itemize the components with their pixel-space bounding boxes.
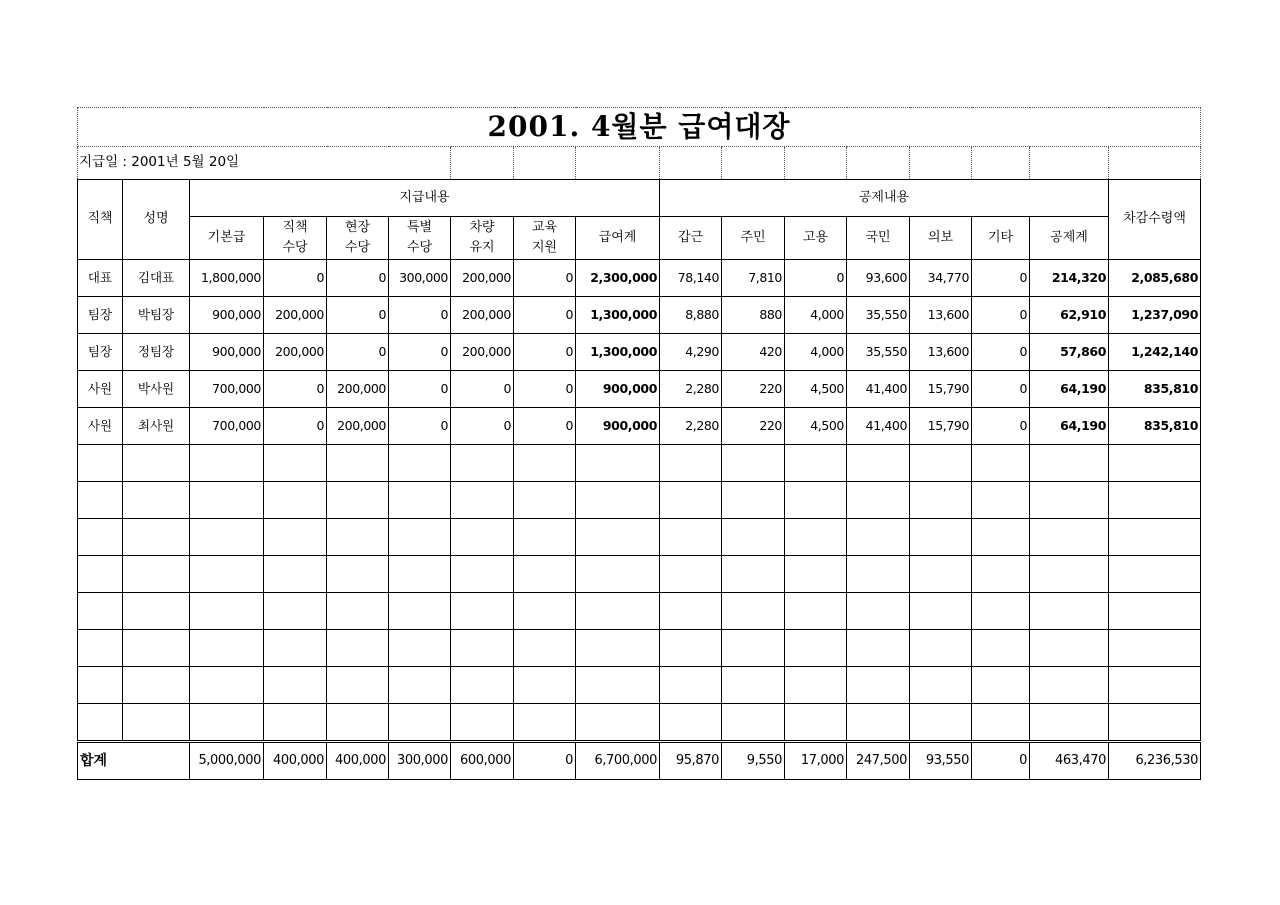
empty-cell bbox=[389, 593, 451, 630]
empty-cell bbox=[190, 704, 264, 742]
header-resident-tax: 주민 bbox=[722, 217, 785, 260]
empty-cell bbox=[910, 704, 972, 742]
cell-other: 0 bbox=[972, 408, 1030, 445]
cell-health: 34,770 bbox=[910, 260, 972, 297]
empty-cell bbox=[722, 704, 785, 742]
empty-cell bbox=[389, 556, 451, 593]
empty-cell bbox=[190, 519, 264, 556]
cell-net: 2,085,680 bbox=[1109, 260, 1201, 297]
cell-resident-tax: 220 bbox=[722, 408, 785, 445]
cell-deduction: 64,190 bbox=[1030, 371, 1109, 408]
header-special-allowance bbox=[389, 217, 451, 260]
empty-cell bbox=[451, 630, 514, 667]
cell-net: 1,237,090 bbox=[1109, 297, 1201, 334]
empty-cell bbox=[389, 704, 451, 742]
empty-cell bbox=[722, 630, 785, 667]
empty-cell bbox=[1030, 445, 1109, 482]
empty-cell bbox=[451, 667, 514, 704]
cell-pos-allow: 0 bbox=[264, 260, 327, 297]
cell-income-tax: 2,280 bbox=[660, 371, 722, 408]
cell-name: 박팀장 bbox=[123, 297, 190, 334]
cell-vehicle: 0 bbox=[451, 371, 514, 408]
cell-position: 팀장 bbox=[78, 297, 123, 334]
cell-income-tax: 78,140 bbox=[660, 260, 722, 297]
cell-vehicle: 200,000 bbox=[451, 260, 514, 297]
empty-cell bbox=[514, 445, 576, 482]
cell-income-tax: 2,280 bbox=[660, 408, 722, 445]
empty-cell bbox=[1030, 556, 1109, 593]
cell-edu: 0 bbox=[514, 297, 576, 334]
empty-cell bbox=[451, 519, 514, 556]
empty-cell bbox=[327, 556, 389, 593]
empty-cell bbox=[190, 667, 264, 704]
empty-cell bbox=[514, 593, 576, 630]
empty-cell bbox=[327, 593, 389, 630]
header-deduction-group: 공제내용 bbox=[660, 180, 1109, 217]
cell-health: 13,600 bbox=[910, 334, 972, 371]
empty-cell bbox=[1030, 704, 1109, 742]
cell-name: 김대표 bbox=[123, 260, 190, 297]
cell-employment: 4,000 bbox=[785, 297, 847, 334]
empty-cell bbox=[451, 556, 514, 593]
empty-cell bbox=[785, 667, 847, 704]
cell-other: 0 bbox=[972, 371, 1030, 408]
cell-other: 0 bbox=[972, 334, 1030, 371]
empty-cell bbox=[660, 147, 722, 180]
table-row bbox=[78, 408, 1201, 445]
total-pos-allow: 400,000 bbox=[264, 742, 327, 780]
cell-health: 13,600 bbox=[910, 297, 972, 334]
header-health-ins: 의보 bbox=[910, 217, 972, 260]
header-net: 차감수령액 bbox=[1109, 180, 1201, 260]
cell-name: 박사원 bbox=[123, 371, 190, 408]
cell-field-allow: 200,000 bbox=[327, 371, 389, 408]
cell-pos-allow: 200,000 bbox=[264, 297, 327, 334]
header-line: 유지 bbox=[469, 240, 495, 255]
header-field-allowance bbox=[327, 217, 389, 260]
empty-cell bbox=[451, 704, 514, 742]
empty-cell bbox=[972, 556, 1030, 593]
header-payment-group: 지급내용 bbox=[190, 180, 660, 217]
empty-cell bbox=[910, 147, 972, 180]
empty-cell bbox=[847, 704, 910, 742]
header-row-2 bbox=[78, 217, 1201, 260]
empty-cell bbox=[1109, 445, 1201, 482]
empty-cell bbox=[722, 667, 785, 704]
empty-cell bbox=[1109, 482, 1201, 519]
empty-cell bbox=[190, 445, 264, 482]
cell-other: 0 bbox=[972, 297, 1030, 334]
empty-cell bbox=[660, 519, 722, 556]
empty-cell bbox=[847, 556, 910, 593]
table-row bbox=[78, 334, 1201, 371]
cell-base: 900,000 bbox=[190, 334, 264, 371]
empty-cell bbox=[660, 630, 722, 667]
empty-cell bbox=[389, 630, 451, 667]
cell-name: 최사원 bbox=[123, 408, 190, 445]
empty-cell bbox=[847, 519, 910, 556]
empty-cell bbox=[190, 630, 264, 667]
empty-cell bbox=[576, 593, 660, 630]
total-vehicle: 600,000 bbox=[451, 742, 514, 780]
empty-cell bbox=[190, 593, 264, 630]
total-base: 5,000,000 bbox=[190, 742, 264, 780]
cell-pension: 35,550 bbox=[847, 334, 910, 371]
header-line: 수당 bbox=[282, 240, 308, 255]
empty-cell bbox=[576, 704, 660, 742]
blank-row bbox=[78, 667, 1201, 704]
empty-cell bbox=[910, 519, 972, 556]
pay-date-row bbox=[78, 147, 1201, 180]
cell-resident-tax: 220 bbox=[722, 371, 785, 408]
empty-cell bbox=[327, 445, 389, 482]
empty-cell bbox=[451, 445, 514, 482]
cell-pos-allow: 200,000 bbox=[264, 334, 327, 371]
cell-employment: 4,500 bbox=[785, 371, 847, 408]
empty-cell bbox=[264, 445, 327, 482]
empty-cell bbox=[190, 556, 264, 593]
cell-health: 15,790 bbox=[910, 371, 972, 408]
cell-field-allow: 0 bbox=[327, 297, 389, 334]
empty-cell bbox=[910, 445, 972, 482]
empty-cell bbox=[123, 482, 190, 519]
cell-deduction: 214,320 bbox=[1030, 260, 1109, 297]
empty-cell bbox=[190, 482, 264, 519]
cell-base: 700,000 bbox=[190, 408, 264, 445]
empty-cell bbox=[1030, 147, 1109, 180]
cell-employment: 0 bbox=[785, 260, 847, 297]
empty-cell bbox=[972, 445, 1030, 482]
cell-base: 1,800,000 bbox=[190, 260, 264, 297]
cell-position: 대표 bbox=[78, 260, 123, 297]
empty-cell bbox=[576, 519, 660, 556]
cell-position: 사원 bbox=[78, 371, 123, 408]
empty-cell bbox=[514, 704, 576, 742]
empty-cell bbox=[451, 482, 514, 519]
cell-pension: 41,400 bbox=[847, 408, 910, 445]
empty-cell bbox=[576, 147, 660, 180]
empty-cell bbox=[972, 519, 1030, 556]
empty-cell bbox=[910, 630, 972, 667]
empty-cell bbox=[123, 630, 190, 667]
empty-cell bbox=[389, 482, 451, 519]
empty-cell bbox=[327, 704, 389, 742]
cell-gross: 1,300,000 bbox=[576, 297, 660, 334]
blank-row bbox=[78, 630, 1201, 667]
empty-cell bbox=[327, 667, 389, 704]
empty-cell bbox=[910, 556, 972, 593]
cell-field-allow: 200,000 bbox=[327, 408, 389, 445]
empty-cell bbox=[847, 482, 910, 519]
header-other: 기타 bbox=[972, 217, 1030, 260]
header-base-pay: 기본급 bbox=[190, 217, 264, 260]
total-other: 0 bbox=[972, 742, 1030, 780]
empty-cell bbox=[78, 556, 123, 593]
empty-cell bbox=[847, 630, 910, 667]
cell-net: 835,810 bbox=[1109, 371, 1201, 408]
empty-cell bbox=[576, 482, 660, 519]
blank-row bbox=[78, 593, 1201, 630]
empty-cell bbox=[1109, 593, 1201, 630]
empty-cell bbox=[660, 556, 722, 593]
cell-edu: 0 bbox=[514, 334, 576, 371]
empty-cell bbox=[722, 147, 785, 180]
header-line: 지원 bbox=[531, 240, 558, 255]
cell-pos-allow: 0 bbox=[264, 371, 327, 408]
empty-cell bbox=[123, 593, 190, 630]
total-special: 300,000 bbox=[389, 742, 451, 780]
cell-health: 15,790 bbox=[910, 408, 972, 445]
header-vehicle-allowance bbox=[451, 217, 514, 260]
empty-cell bbox=[972, 704, 1030, 742]
empty-cell bbox=[78, 519, 123, 556]
empty-cell bbox=[785, 593, 847, 630]
header-line: 수당 bbox=[406, 240, 433, 255]
blank-row bbox=[78, 519, 1201, 556]
empty-cell bbox=[1030, 667, 1109, 704]
cell-edu: 0 bbox=[514, 408, 576, 445]
header-national-pension: 국민 bbox=[847, 217, 910, 260]
empty-cell bbox=[660, 445, 722, 482]
empty-cell bbox=[1030, 630, 1109, 667]
empty-cell bbox=[1030, 519, 1109, 556]
cell-special: 0 bbox=[389, 371, 451, 408]
empty-cell bbox=[785, 556, 847, 593]
header-income-tax: 갑근 bbox=[660, 217, 722, 260]
empty-cell bbox=[389, 667, 451, 704]
cell-deduction: 62,910 bbox=[1030, 297, 1109, 334]
empty-cell bbox=[1109, 556, 1201, 593]
cell-vehicle: 0 bbox=[451, 408, 514, 445]
empty-cell bbox=[327, 519, 389, 556]
empty-cell bbox=[264, 519, 327, 556]
table-row bbox=[78, 371, 1201, 408]
header-line: 특별 bbox=[406, 219, 433, 235]
cell-employment: 4,500 bbox=[785, 408, 847, 445]
empty-cell bbox=[78, 667, 123, 704]
total-pension: 247,500 bbox=[847, 742, 910, 780]
empty-cell bbox=[123, 519, 190, 556]
empty-cell bbox=[1109, 667, 1201, 704]
empty-cell bbox=[722, 482, 785, 519]
empty-cell bbox=[847, 147, 910, 180]
payroll-sheet bbox=[77, 107, 1201, 780]
empty-cell bbox=[847, 445, 910, 482]
header-line: 수당 bbox=[344, 240, 371, 255]
empty-cell bbox=[910, 667, 972, 704]
empty-cell bbox=[1109, 704, 1201, 742]
cell-special: 300,000 bbox=[389, 260, 451, 297]
cell-resident-tax: 880 bbox=[722, 297, 785, 334]
empty-cell bbox=[78, 630, 123, 667]
empty-cell bbox=[785, 147, 847, 180]
blank-row bbox=[78, 445, 1201, 482]
empty-cell bbox=[514, 147, 576, 180]
empty-cell bbox=[576, 667, 660, 704]
empty-cell bbox=[514, 630, 576, 667]
empty-cell bbox=[78, 593, 123, 630]
total-edu: 0 bbox=[514, 742, 576, 780]
empty-cell bbox=[785, 445, 847, 482]
empty-cell bbox=[389, 445, 451, 482]
empty-cell bbox=[514, 482, 576, 519]
cell-position: 팀장 bbox=[78, 334, 123, 371]
empty-cell bbox=[123, 556, 190, 593]
empty-cell bbox=[327, 482, 389, 519]
empty-cell bbox=[1109, 519, 1201, 556]
total-income-tax: 95,870 bbox=[660, 742, 722, 780]
cell-pension: 93,600 bbox=[847, 260, 910, 297]
empty-cell bbox=[123, 667, 190, 704]
blank-row bbox=[78, 704, 1201, 742]
empty-cell bbox=[785, 482, 847, 519]
total-employment: 17,000 bbox=[785, 742, 847, 780]
empty-cell bbox=[264, 482, 327, 519]
blank-row bbox=[78, 482, 1201, 519]
header-line: 직책 bbox=[282, 219, 308, 235]
empty-cell bbox=[1030, 593, 1109, 630]
cell-position: 사원 bbox=[78, 408, 123, 445]
cell-deduction: 64,190 bbox=[1030, 408, 1109, 445]
empty-cell bbox=[514, 556, 576, 593]
empty-cell bbox=[722, 556, 785, 593]
empty-cell bbox=[514, 667, 576, 704]
cell-deduction: 57,860 bbox=[1030, 334, 1109, 371]
empty-cell bbox=[264, 704, 327, 742]
cell-name: 정팀장 bbox=[123, 334, 190, 371]
header-line: 교육 bbox=[531, 219, 558, 235]
empty-cell bbox=[327, 630, 389, 667]
empty-cell bbox=[785, 630, 847, 667]
cell-field-allow: 0 bbox=[327, 260, 389, 297]
total-field-allow: 400,000 bbox=[327, 742, 389, 780]
cell-gross: 1,300,000 bbox=[576, 334, 660, 371]
total-gross: 6,700,000 bbox=[576, 742, 660, 780]
total-row bbox=[78, 742, 1201, 780]
cell-field-allow: 0 bbox=[327, 334, 389, 371]
table-row bbox=[78, 297, 1201, 334]
empty-cell bbox=[785, 704, 847, 742]
cell-special: 0 bbox=[389, 408, 451, 445]
empty-cell bbox=[264, 630, 327, 667]
empty-cell bbox=[972, 667, 1030, 704]
empty-cell bbox=[451, 147, 514, 180]
total-deduction: 463,470 bbox=[1030, 742, 1109, 780]
empty-cell bbox=[972, 482, 1030, 519]
cell-pension: 35,550 bbox=[847, 297, 910, 334]
empty-cell bbox=[785, 519, 847, 556]
empty-cell bbox=[389, 519, 451, 556]
empty-cell bbox=[576, 445, 660, 482]
empty-cell bbox=[847, 667, 910, 704]
empty-cell bbox=[264, 593, 327, 630]
cell-vehicle: 200,000 bbox=[451, 334, 514, 371]
cell-income-tax: 8,880 bbox=[660, 297, 722, 334]
empty-cell bbox=[660, 704, 722, 742]
empty-cell bbox=[123, 445, 190, 482]
empty-cell bbox=[1030, 482, 1109, 519]
cell-base: 700,000 bbox=[190, 371, 264, 408]
total-label: 합계 bbox=[78, 742, 190, 780]
empty-cell bbox=[660, 482, 722, 519]
cell-special: 0 bbox=[389, 297, 451, 334]
cell-vehicle: 200,000 bbox=[451, 297, 514, 334]
cell-edu: 0 bbox=[514, 371, 576, 408]
blank-row bbox=[78, 556, 1201, 593]
empty-cell bbox=[722, 593, 785, 630]
cell-resident-tax: 7,810 bbox=[722, 260, 785, 297]
cell-gross: 2,300,000 bbox=[576, 260, 660, 297]
cell-income-tax: 4,290 bbox=[660, 334, 722, 371]
cell-net: 835,810 bbox=[1109, 408, 1201, 445]
empty-cell bbox=[910, 593, 972, 630]
cell-employment: 4,000 bbox=[785, 334, 847, 371]
cell-net: 1,242,140 bbox=[1109, 334, 1201, 371]
empty-cell bbox=[972, 593, 1030, 630]
empty-cell bbox=[78, 445, 123, 482]
empty-cell bbox=[78, 704, 123, 742]
empty-cell bbox=[576, 556, 660, 593]
total-resident-tax: 9,550 bbox=[722, 742, 785, 780]
header-row-1 bbox=[78, 180, 1201, 217]
header-employment-ins: 고용 bbox=[785, 217, 847, 260]
empty-cell bbox=[722, 445, 785, 482]
total-health: 93,550 bbox=[910, 742, 972, 780]
header-position: 직책 bbox=[78, 180, 123, 260]
cell-base: 900,000 bbox=[190, 297, 264, 334]
empty-cell bbox=[1109, 147, 1201, 180]
empty-cell bbox=[123, 704, 190, 742]
cell-edu: 0 bbox=[514, 260, 576, 297]
cell-gross: 900,000 bbox=[576, 371, 660, 408]
empty-cell bbox=[451, 593, 514, 630]
cell-gross: 900,000 bbox=[576, 408, 660, 445]
empty-cell bbox=[722, 519, 785, 556]
empty-cell bbox=[576, 630, 660, 667]
header-education-support bbox=[514, 217, 576, 260]
header-line: 현장 bbox=[344, 219, 371, 235]
cell-pos-allow: 0 bbox=[264, 408, 327, 445]
empty-cell bbox=[660, 593, 722, 630]
empty-cell bbox=[1109, 630, 1201, 667]
empty-cell bbox=[847, 593, 910, 630]
sheet-title: 2001. 4월분 급여대장 bbox=[78, 108, 1201, 147]
empty-cell bbox=[264, 667, 327, 704]
header-position-allowance bbox=[264, 217, 327, 260]
header-line: 차량 bbox=[469, 219, 495, 235]
header-gross-total: 급여계 bbox=[576, 217, 660, 260]
cell-resident-tax: 420 bbox=[722, 334, 785, 371]
empty-cell bbox=[972, 630, 1030, 667]
empty-cell bbox=[264, 556, 327, 593]
cell-other: 0 bbox=[972, 260, 1030, 297]
pay-date: 지급일 : 2001년 5월 20일 bbox=[78, 147, 451, 180]
table-row bbox=[78, 260, 1201, 297]
cell-pension: 41,400 bbox=[847, 371, 910, 408]
empty-cell bbox=[910, 482, 972, 519]
total-net: 6,236,530 bbox=[1109, 742, 1201, 780]
header-deduction-total: 공제계 bbox=[1030, 217, 1109, 260]
title-row bbox=[78, 108, 1201, 147]
empty-cell bbox=[78, 482, 123, 519]
empty-cell bbox=[514, 519, 576, 556]
empty-cell bbox=[972, 147, 1030, 180]
empty-cell bbox=[660, 667, 722, 704]
header-name: 성명 bbox=[123, 180, 190, 260]
cell-special: 0 bbox=[389, 334, 451, 371]
